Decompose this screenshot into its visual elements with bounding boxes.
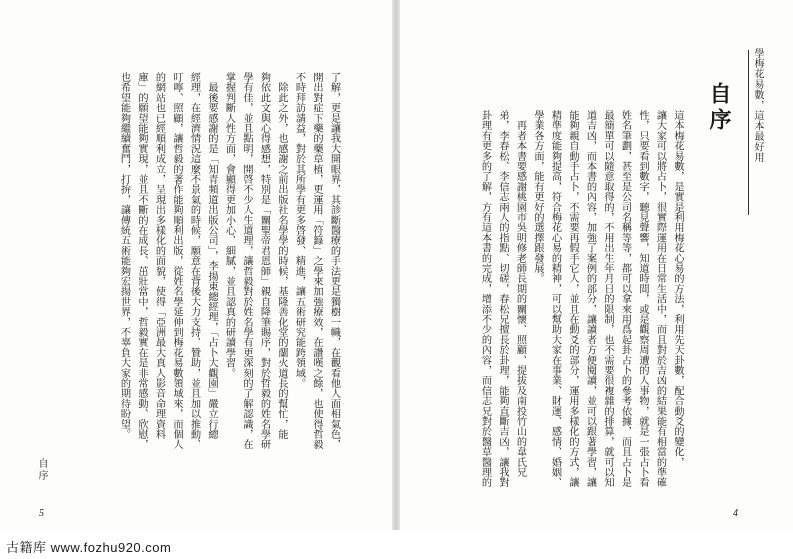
left-page-column: 除此之外，也感謝之前出版社名學學的時候，基隆善化堂的蘭火道長的幫忙，能 (276, 72, 287, 440)
page-number-left: 5 (39, 508, 44, 519)
page-number-right: 4 (733, 508, 738, 519)
left-page-column: 的網站也已經順利成立，呈現出多樣化的面貌，使得「亞洲最大真人影音命理資料 (153, 72, 165, 440)
left-page-column: 也希望能夠繼續奮鬥，打拚，讓傳統五術能夠宏揚世界，不辜負大家的期待盼望。 (118, 72, 130, 440)
right-page-column: 再者本書要感謝桃園市吳明修老師長期的關懷、照顧、提拔及南投竹山的韋氏兄 (514, 110, 526, 478)
right-page-column: 弟，李春松、李信志兩人的指點、切磋，春松兄擅長於卦理，能夠直斷吉凶，讓我對 (497, 110, 508, 488)
site-watermark (0, 530, 793, 559)
right-page-column: 卦理有更多的了解，方有這本書的完成，增添不少的內容，而信志兄對於醫草醫理的 (479, 110, 491, 488)
left-page-column: 庫」的願望能夠實現，並且不斷的在成長、茁壯當中，哲毅實在是非常感動、欣慰， (136, 72, 147, 450)
left-footer-label: 自序 (36, 458, 47, 482)
right-page-column: 學業各方面，能有更好的選擇跟發展。 (532, 110, 543, 284)
running-head: 學梅花易數，這本最好用 (752, 48, 763, 163)
book-gutter (392, 0, 400, 530)
left-page-column: 最後要感謝的是「知青頻道出版公司」，李揚東總經理，「占卜大觀園」嚴立行總 (206, 72, 217, 440)
right-page-column: 精準度能夠提高，符合梅花心易的精神，可以幫助大家在事業、財運、感情、婚姻、 (549, 110, 561, 488)
left-page-column: 夠依此文與心得感想，特別是「關聖帝君恩師」親自降筆賜序，對於哲毅的姓名學研 (258, 72, 270, 450)
left-page-text (115, 72, 343, 512)
right-page-column: 最簡單可以隨意取得的，不用出生年月日的限制，也不需要很複雜的排算，就可以知 (602, 110, 613, 488)
left-page-column: 學有佳，並且點明，開啓不少人生道理，讓哲毅對於姓名學有更深刻的了解認識，在 (241, 72, 252, 450)
right-page-column: 讓大家可以將占卜，很實際運用在日常生活中，而且對於吉凶的結果能有相當的準確 (654, 110, 666, 488)
left-page-column: 叮嚀、照顧，讓哲毅的著作能夠順利出版，從姓名學延伸到梅花易數領域來，而個人 (171, 72, 182, 450)
right-page-column: 能夠親自動手占卜，不需要再假手它人，並且在動爻的部分，運用多樣化的方式，讓 (567, 110, 578, 488)
right-page-text (476, 110, 686, 530)
left-page-column: 不時拜訪請益，對於其所學有更多啓發、精進，讓五術研究能跨領域。 (293, 72, 305, 389)
left-page-column: 開出對症下藥的藥草植，更運用「符籙」之學來加強療效，在讚嘆之餘，也使得哲毅 (311, 72, 322, 450)
left-page-column: 了解，更是讓我大開眼界，其診斷醫療的手法更是獨樹一幟，在觀看他人面相氣色， (328, 72, 340, 450)
right-page-column: 性，只要看到數字，聽見聲響，知道時間，或是觀察周遭的人事物，就是一張占卜看 (637, 110, 648, 488)
watermark-text: 古籍库 www.fozhu920.com (6, 540, 172, 555)
left-page-column: 經理，在經濟情況這麼不景氣的時候，願意在背後大力支持、贊助，並且加以推動、 (188, 72, 200, 450)
left-page-column: 掌握判斷人性方面，會顯得更加小心、細膩，並且認真的研讀學習。 (223, 72, 235, 378)
running-head-rule (748, 50, 749, 215)
right-page-column: 道吉凶，而本書的內容，加強了案例的部分，讓讀者方便閱讀，並可以跟著學習，讓 (584, 110, 596, 488)
right-page-column: 姓名筆劃，甚至是公司名稱等等，都可以拿來用爲起卦占卜的參考依據，而且占卜是 (619, 110, 631, 488)
right-page-column: 這本梅花易數，是實是利用梅花心易的方法，利用先天卦數，配合動爻的變化， (672, 110, 683, 467)
page-title: 自序 (706, 82, 731, 134)
